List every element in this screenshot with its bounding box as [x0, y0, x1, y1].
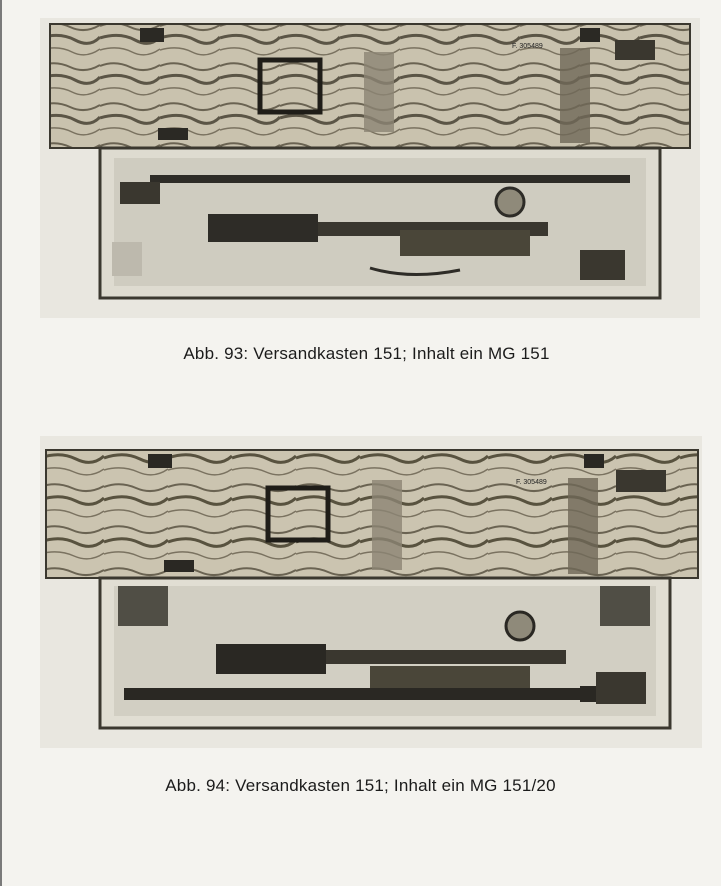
figure-94-caption: Abb. 94: Versandkasten 151; Inhalt ein MG 151/20: [165, 776, 556, 795]
receiver: [216, 644, 326, 674]
receiver: [208, 214, 318, 242]
lid-stamp: F. 305489: [516, 479, 547, 486]
figure-94-photo: [40, 436, 702, 748]
lid-stamp: F. 305489: [512, 43, 543, 50]
barrel: [150, 175, 630, 183]
barrel: [124, 688, 584, 700]
shipping-case-mg151-20-image: [40, 436, 702, 748]
page-binding-edge: [0, 0, 2, 886]
figure-93-caption: Abb. 93: Versandkasten 151; Inhalt ein MG 151: [183, 344, 550, 363]
shipping-case-mg151-image: [40, 18, 700, 318]
figure-93-photo: [40, 18, 700, 318]
